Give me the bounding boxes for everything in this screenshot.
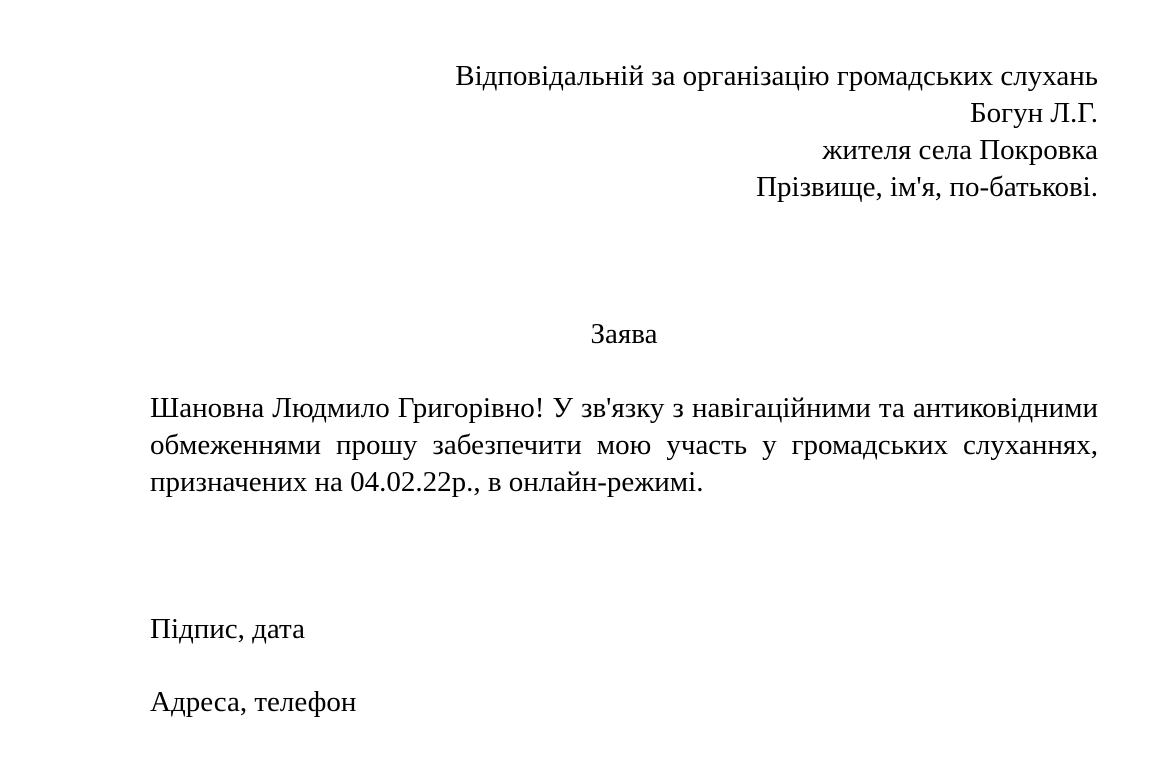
addressee-position: Відповідальній за організацію громадських слухань (455, 60, 1098, 92)
addressee-block (298, 58, 1098, 206)
document-body: Шановна Людмило Григорівно! У зв'язку з навігаційними та антиковідними обмеженнями прошу забезпечити мою участь у громадських слуханнях, призначених на 04.02.22р., в онлайн-режимі. (150, 392, 1098, 498)
signature-date-line: Підпис, дата (150, 613, 305, 645)
address-phone-line: Адреса, телефон (150, 686, 357, 718)
sender-full-name: Прізвище, ім'я, по-батькові. (756, 171, 1098, 203)
document-title: Заява (590, 318, 658, 350)
sender-residence: жителя села Покровка (822, 134, 1098, 166)
addressee-name: Богун Л.Г. (970, 97, 1098, 129)
